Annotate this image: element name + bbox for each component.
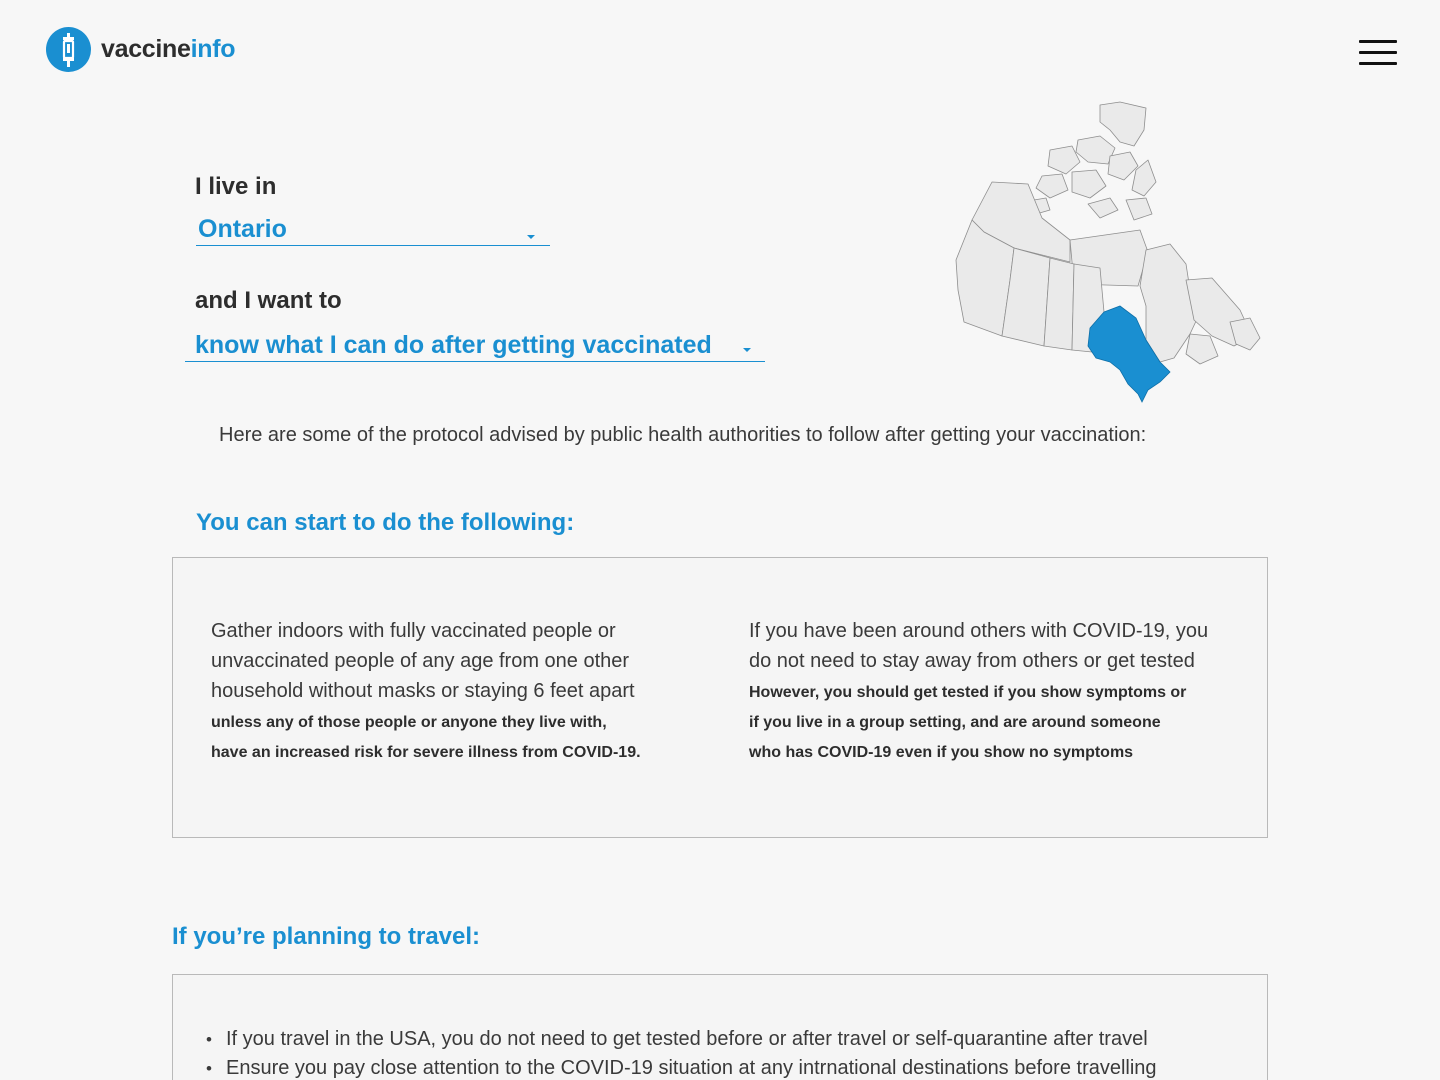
goal-value: know what I can do after getting vaccinated (195, 331, 712, 359)
travel-card (172, 974, 1268, 1080)
can-do-text: If you have been around others with COVID-19, you (749, 620, 1209, 642)
canada-map (950, 100, 1270, 405)
hamburger-icon[interactable] (1359, 40, 1397, 66)
province-select[interactable] (196, 214, 550, 246)
can-do-text: Gather indoors with fully vaccinated people or (211, 620, 616, 642)
can-do-text: do not need to stay away from others or get tested (749, 650, 1195, 672)
can-do-card (172, 557, 1268, 838)
can-do-text: household without masks or staying 6 feet apart (211, 680, 635, 702)
can-do-note: who has COVID-19 even if you show no symptoms (749, 744, 1134, 761)
can-do-text: unvaccinated people of any age from one other (211, 650, 630, 672)
can-do-note: unless any of those people or anyone they live with, (211, 714, 607, 731)
list-item: • If you travel in the USA, you do not need to get tested before or after travel or self-quarantine after travel (203, 1025, 1157, 1054)
intro-text: Here are some of the protocol advised by public health authorities to follow after getting your vaccination: (219, 424, 1147, 446)
can-do-note: However, you should get tested if you show symptoms or (749, 684, 1187, 701)
syringe-icon (46, 27, 91, 72)
chevron-down-icon (527, 235, 535, 239)
province-value: Ontario (198, 215, 287, 243)
travel-title: If you’re planning to travel: (172, 923, 481, 950)
travel-list (203, 1025, 1157, 1080)
chevron-down-icon (743, 348, 751, 352)
goal-select[interactable] (185, 328, 765, 362)
can-do-title: You can start to do the following: (196, 509, 575, 536)
can-do-note: if you live in a group setting, and are around someone (749, 714, 1161, 731)
can-do-item (211, 616, 641, 768)
live-label: I live in (195, 173, 277, 200)
can-do-note: have an increased risk for severe illness from COVID-19. (211, 744, 641, 761)
want-label: and I want to (195, 287, 342, 314)
list-item: • Ensure you pay close attention to the COVID-19 situation at any intrnational destinations before travelling (203, 1054, 1157, 1080)
brand-name: vaccineinfo (101, 35, 236, 63)
can-do-item (749, 616, 1208, 768)
logo[interactable] (46, 27, 235, 72)
